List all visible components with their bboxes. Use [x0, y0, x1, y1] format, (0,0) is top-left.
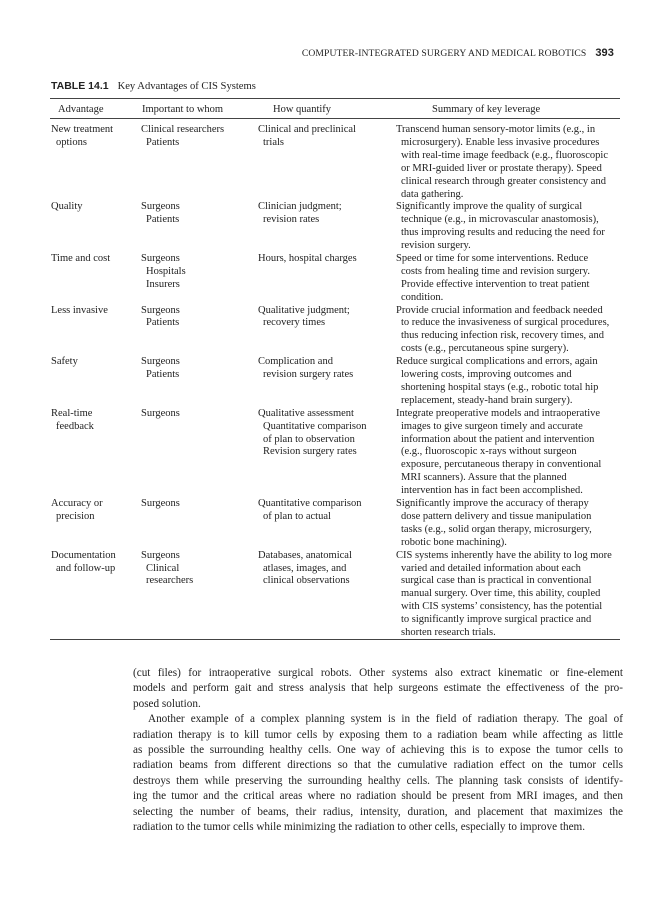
- cell-line: Provide effective intervention to treat patient: [401, 278, 590, 290]
- paragraph-2-line: radiation beams from different directions so that the cumulative radiation effect on the tumor cells: [133, 759, 623, 772]
- cell-line: information about the patient and intervention: [401, 433, 595, 445]
- table-row: [0, 550, 670, 640]
- how-quantify-cell: [258, 498, 362, 524]
- cell-line: Quantitative comparison: [258, 498, 362, 510]
- cell-line: Complication and: [258, 356, 333, 368]
- advantage-cell: [51, 201, 83, 214]
- cell-line: revision surgery.: [401, 240, 471, 252]
- advantage-cell: [51, 253, 110, 266]
- cell-line: thus reducing infection risk, recovery times, and: [401, 330, 604, 342]
- paragraph-2-line: radiation to the tumor cells while minimizing the radiation to other cells, especially to improve them.: [133, 821, 586, 834]
- table-caption: [51, 80, 256, 92]
- header-how-quantify: How quantify: [273, 104, 332, 115]
- important-to-whom-cell: [141, 305, 180, 331]
- summary-cell: [396, 201, 605, 253]
- cell-line: Real-time: [51, 407, 93, 419]
- cell-line: of plan to actual: [263, 510, 331, 522]
- cell-line: Integrate preoperative models and intraoperative: [396, 407, 601, 419]
- cell-line: Clinical: [146, 562, 180, 574]
- important-to-whom-cell: [141, 124, 224, 150]
- important-to-whom-cell: [141, 201, 180, 227]
- cell-line: Patients: [146, 136, 180, 148]
- cell-line: Qualitative assessment: [258, 407, 354, 419]
- cell-line: Less invasive: [51, 304, 108, 316]
- cell-line: clinical research through greater consistency and: [401, 175, 606, 187]
- cell-line: Significantly improve the accuracy of therapy: [396, 498, 589, 510]
- important-to-whom-cell: [141, 498, 180, 511]
- cell-line: to significantly improve surgical practice and: [401, 614, 592, 626]
- paragraph-2-line: radiation therapy is to kill tumor cells by exposing them to a radiation beam while affecting as little: [133, 728, 623, 741]
- cell-line: precision: [56, 510, 95, 522]
- cell-line: revision rates: [263, 214, 320, 226]
- cell-line: (e.g., fluoroscopic x-rays without surgeon: [401, 446, 577, 458]
- how-quantify-cell: [258, 124, 356, 150]
- table-row: [0, 305, 670, 357]
- cell-line: feedback: [56, 420, 94, 432]
- cell-line: varied and detailed information about each: [401, 562, 581, 574]
- table-row: [0, 408, 670, 498]
- paragraph-2-line: Another example of a complex planning system is in the field of radiation therapy. The goal of: [148, 713, 623, 726]
- cell-line: CIS systems inherently have the ability to log more: [396, 549, 612, 561]
- header-important-to-whom: Important to whom: [142, 104, 224, 115]
- cell-line: data gathering.: [401, 188, 464, 200]
- cell-line: Patients: [146, 317, 180, 329]
- cell-line: options: [56, 136, 87, 148]
- cell-line: shortening hospital stays (e.g., robotic total hip: [401, 381, 599, 393]
- advantage-cell: [51, 305, 108, 318]
- cell-line: robotic bone machining).: [401, 536, 507, 548]
- table-top-rule: [50, 98, 620, 99]
- how-quantify-cell: [258, 305, 350, 331]
- important-to-whom-cell: [141, 356, 180, 382]
- cell-line: lowering costs, improving outcomes and: [401, 369, 572, 381]
- header-advantage: Advantage: [58, 104, 104, 115]
- cell-line: Surgeons: [141, 252, 180, 264]
- cell-line: researchers: [146, 575, 194, 587]
- cell-line: atlases, images, and: [263, 562, 347, 574]
- cell-line: Patients: [146, 369, 180, 381]
- cell-line: Speed or time for some interventions. Reduce: [396, 252, 589, 264]
- cell-line: shorten research trials.: [401, 627, 496, 639]
- table-row: [0, 253, 670, 305]
- header-summary: Summary of key leverage: [432, 104, 541, 115]
- advantage-cell: [51, 124, 113, 150]
- table-header-rule: [50, 118, 620, 119]
- cell-line: dose pattern delivery and tissue manipulation: [401, 510, 592, 522]
- running-head-title: COMPUTER-INTEGRATED SURGERY AND MEDICAL ROBOTICS: [301, 48, 587, 59]
- cell-line: to reduce the invasiveness of surgical procedures,: [401, 317, 610, 329]
- table-body: [0, 124, 670, 640]
- summary-cell: [396, 253, 590, 305]
- paragraph-1-line: posed solution.: [133, 697, 201, 710]
- running-head: [0, 47, 614, 59]
- table-title: Key Advantages of CIS Systems: [117, 81, 256, 92]
- important-to-whom-cell: [141, 253, 186, 292]
- how-quantify-cell: [258, 408, 367, 460]
- table-row: [0, 124, 670, 201]
- summary-cell: [396, 408, 601, 498]
- table-row: [0, 201, 670, 253]
- advantage-cell: [51, 498, 103, 524]
- cell-line: manual surgery. Over time, this ability, coupled: [401, 588, 601, 600]
- summary-cell: [396, 356, 598, 408]
- cell-line: recovery times: [263, 317, 326, 329]
- cell-line: Quantitative comparison: [263, 420, 367, 432]
- how-quantify-cell: [258, 201, 342, 227]
- cell-line: Revision surgery rates: [263, 446, 357, 458]
- paragraph-2-line: ing the tumor and the critical areas where no radiation should be present from MRI images, and then: [133, 790, 623, 803]
- cell-line: Surgeons: [141, 498, 180, 510]
- cell-line: revision surgery rates: [263, 369, 354, 381]
- body-text: [133, 666, 623, 835]
- cell-line: Clinician judgment;: [258, 201, 342, 213]
- summary-cell: [396, 305, 609, 357]
- cell-line: Surgeons: [141, 304, 180, 316]
- cell-line: Qualitative judgment;: [258, 304, 350, 316]
- table-label: TABLE 14.1: [51, 80, 109, 92]
- cell-line: Transcend human sensory-motor limits (e.g., in: [396, 124, 596, 135]
- cell-line: Insurers: [146, 278, 180, 290]
- table-header-row: [0, 104, 670, 118]
- advantage-cell: [51, 408, 94, 434]
- cell-line: Hospitals: [146, 265, 186, 277]
- cell-line: thus improving results and reducing the need for: [401, 227, 605, 239]
- cell-line: of plan to observation: [263, 433, 355, 445]
- cell-line: Surgeons: [141, 549, 180, 561]
- how-quantify-cell: [258, 356, 353, 382]
- cell-line: Documentation: [51, 549, 116, 561]
- cell-line: with real-time image feedback (e.g., fluoroscopic: [401, 149, 608, 161]
- cell-line: intervention has in fact been accomplished.: [401, 485, 583, 497]
- cell-line: replacement, steady-hand brain surgery).: [401, 394, 573, 406]
- cell-line: with CIS systems’ consistency, has the potential: [401, 601, 603, 613]
- paragraph-2-line: selecting the number of beams, their radius, intensity, duration, and placement that maximizes the: [133, 805, 623, 818]
- how-quantify-cell: [258, 253, 357, 266]
- summary-cell: [396, 124, 608, 201]
- paragraph-1-line: models and perform gait and stress analysis that help surgeons estimate the effectiveness of the pro-: [133, 682, 623, 695]
- cell-line: Patients: [146, 214, 180, 226]
- cell-line: clinical observations: [263, 575, 350, 587]
- cell-line: condition.: [401, 291, 444, 303]
- cell-line: and follow-up: [56, 562, 116, 574]
- paragraph-1-line: (cut files) for intraoperative surgical robots. Other systems also extract kinematic or fine-element: [133, 667, 623, 679]
- cell-line: Quality: [51, 201, 83, 213]
- cell-line: microsurgery). Enable less invasive procedures: [401, 136, 600, 148]
- advantage-cell: [51, 550, 116, 576]
- cell-line: New treatment: [51, 124, 114, 135]
- cell-line: Clinical and preclinical: [258, 124, 356, 135]
- cell-line: Safety: [51, 356, 78, 368]
- cell-line: Clinical researchers: [141, 124, 225, 135]
- cell-line: Databases, anatomical: [258, 549, 352, 561]
- cell-line: Accuracy or: [51, 498, 103, 510]
- cell-line: images to give surgeon timely and accurate: [401, 420, 583, 432]
- paragraph-2-line: as possible the surrounding healthy cells. One way of achieving this is to expose the tumor cells to: [133, 744, 623, 757]
- cell-line: Surgeons: [141, 356, 180, 368]
- important-to-whom-cell: [141, 408, 180, 421]
- cell-line: exposure, percutaneous therapy in conventional: [401, 459, 602, 471]
- advantage-cell: [51, 356, 78, 369]
- important-to-whom-cell: [141, 550, 193, 589]
- cell-line: surgical case than is practical in conventional: [401, 575, 592, 587]
- cell-line: MRI scanners). Assure that the planned: [401, 472, 567, 484]
- table-row: [0, 356, 670, 408]
- paragraph-2-line: destroys them while preserving the surrounding healthy cells. The planning task consists of identify-: [133, 774, 623, 787]
- cell-line: Time and cost: [51, 252, 111, 264]
- cell-line: tasks (e.g., solid organ therapy, microsurgery,: [401, 523, 592, 535]
- page-number: 393: [595, 47, 614, 59]
- cell-line: Surgeons: [141, 407, 180, 419]
- cell-line: or MRI-guided liver or prostate therapy). Speed: [401, 162, 602, 174]
- how-quantify-cell: [258, 550, 352, 589]
- table-row: [0, 498, 670, 550]
- cell-line: costs (e.g., percutaneous spine surgery).: [401, 343, 569, 355]
- table-bottom-rule: [50, 639, 620, 640]
- summary-cell: [396, 498, 592, 550]
- cell-line: costs from healing time and revision surgery.: [401, 265, 590, 277]
- cell-line: Hours, hospital charges: [258, 252, 357, 264]
- cell-line: Reduce surgical complications and errors, again: [396, 356, 598, 368]
- cell-line: technique (e.g., in microvascular anastomosis),: [401, 214, 599, 226]
- cell-line: trials: [263, 136, 284, 148]
- cell-line: Significantly improve the quality of surgical: [396, 201, 583, 213]
- cell-line: Surgeons: [141, 201, 180, 213]
- summary-cell: [396, 550, 612, 640]
- cell-line: Provide crucial information and feedback needed: [396, 304, 603, 316]
